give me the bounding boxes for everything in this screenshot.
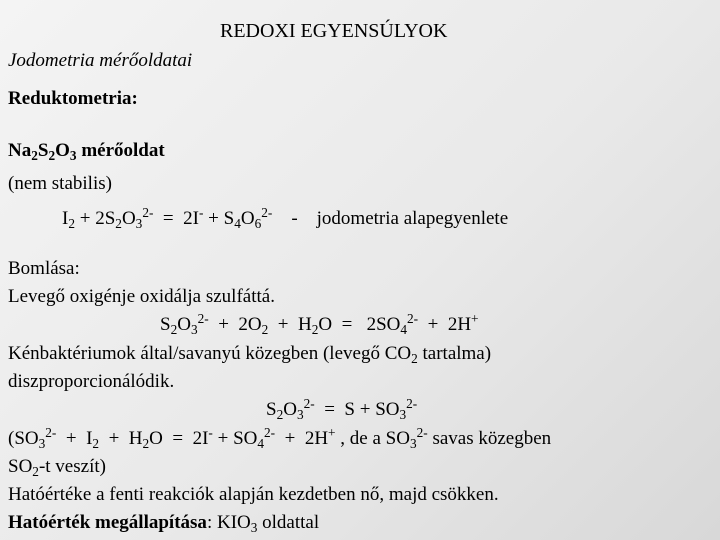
reagent-formula: $Na_2S_2O_3$ <box>8 140 77 163</box>
bacteria-text: Kénbaktériumok által/savanyú közegben (levegő $CO_2$ tartalma) <box>8 343 492 366</box>
equation-sulfite-cont: $SO_2-t$ veszít) <box>8 456 106 479</box>
equation-disproportion: $S_2O_3^{2-} = S + SO_3^{2-}$ <box>266 396 418 422</box>
subtitle: Jodometria mérőoldatai <box>8 50 193 71</box>
base-equation-note: jodometria alapegyenlete <box>316 208 509 229</box>
reagent-suffix: mérőoldat <box>76 140 165 161</box>
page-title: REDOXI EGYENSÚLYOK <box>220 20 448 42</box>
titer-text: Hatóértéke a fenti reakciók alapján kezdetben nő, majd csökken. <box>8 484 499 505</box>
base-equation-rhs: $2I^- + S_4O_6^{2-}$ <box>183 205 273 231</box>
decomposition-heading: Bomlása: <box>8 258 80 279</box>
section-heading: Reduktometria: <box>8 88 138 109</box>
titer-setting-label: Hatóérték megállapítása <box>8 512 207 533</box>
equals-sign: = <box>158 208 179 229</box>
titer-setting <box>8 512 319 534</box>
base-equation-lhs: $I_2 + 2S_2O_3^{2-}$ <box>62 205 154 231</box>
equation-sulfite: ($SO_3^{2-} + I_2 + H_2O = 2I^- + SO_4^{2-} + 2H^+$ , de a $SO_3^{2-}$ savas közegben <box>8 425 552 451</box>
reagent-line <box>8 140 165 162</box>
stability-note: (nem stabilis) <box>8 173 112 194</box>
equation-oxidation: $S_2O_3^{2-} + 2O_2 + H_2O = 2SO_4^{2-} + 2H^+$ <box>160 311 479 337</box>
titer-setting-value: : $KIO_3$ oldattal <box>206 512 320 535</box>
base-equation <box>62 205 509 231</box>
dash: - <box>277 208 312 229</box>
bacteria-text-2: diszproporcionálódik. <box>8 371 175 392</box>
oxygen-text: Levegő oxigénje oxidálja szulfáttá. <box>8 286 275 307</box>
